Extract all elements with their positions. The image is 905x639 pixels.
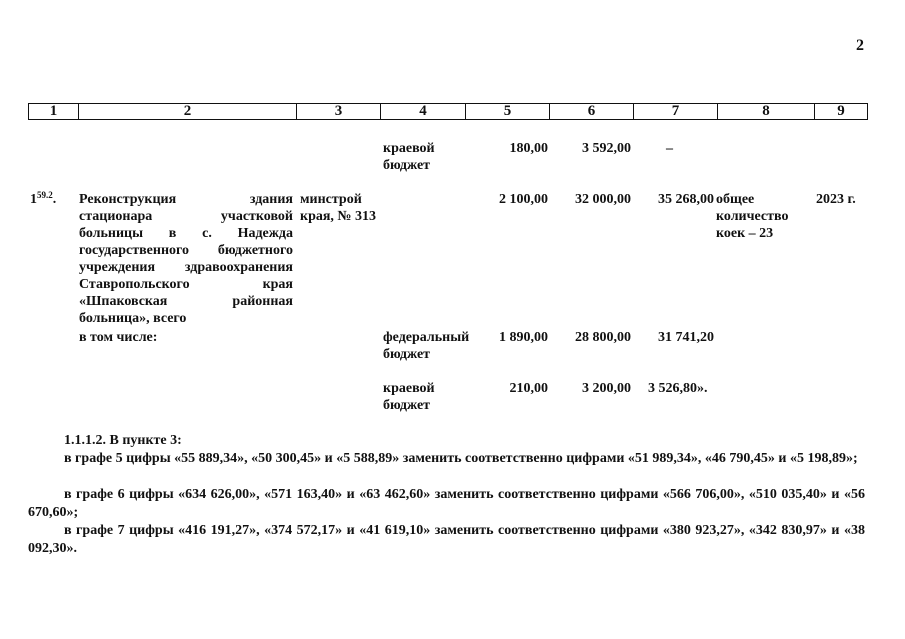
row-column-5: 1 890,00 (499, 330, 548, 345)
column-header-7: 7 (634, 104, 718, 120)
column-header-2: 2 (79, 104, 297, 120)
row-column-6: 3 200,00 (582, 381, 631, 396)
row-column-7: 35 268,00 (658, 192, 714, 207)
row-number-suffix: . (52, 192, 57, 207)
clause-paragraph: в графе 7 цифры «416 191,27», «374 572,17» и «41 619,10» заменить соответственно цифрами «380 923,27», «342 830,97» и «38 092,30». (28, 523, 865, 556)
page-number: 2 (856, 37, 864, 54)
row-indicator: общее количество коек – 23 (716, 192, 789, 241)
clause-heading: 1.1.1.2. В пункте 3: (64, 433, 182, 448)
row-column-7: – (666, 141, 673, 156)
column-header-5: 5 (466, 104, 550, 120)
row-funding-source: краевой бюджет (383, 141, 435, 173)
row-column-5: 180,00 (509, 141, 548, 156)
column-header-8: 8 (718, 104, 815, 120)
row-object-name: в том числе: (79, 330, 158, 345)
clause-paragraph: в графе 6 цифры «634 626,00», «571 163,40» и «63 462,60» заменить соответственно цифрами «566 706,00», «510 035,40» и «56 670,60»; (28, 487, 865, 520)
clause-paragraph: в графе 5 цифры «55 889,34», «50 300,45» и «5 588,89» заменить соответственно цифрами «51 989,34», «46 790,45» и «5 198,89»; (64, 451, 858, 466)
row-number-main: 1 (30, 192, 37, 207)
column-header-6: 6 (550, 104, 634, 120)
column-header-4: 4 (381, 104, 466, 120)
row-executor: минстрой края, № 313 (300, 192, 376, 224)
row-object-name: Реконструкция здания стационара участковой больницы в с. Надежда государственного бюджетного учреждения здравоохранения Ставропольского края «Шпаковская районная больница», всего (79, 192, 293, 326)
row-column-6: 3 592,00 (582, 141, 631, 156)
row-column-6: 28 800,00 (575, 330, 631, 345)
row-funding-source: краевой бюджет (383, 381, 435, 413)
row-funding-source: федеральный бюджет (383, 330, 470, 362)
row-column-6: 32 000,00 (575, 192, 631, 207)
row-column-7: 31 741,20 (658, 330, 714, 345)
row-number (30, 191, 80, 208)
column-header-3: 3 (297, 104, 381, 120)
column-header-1: 1 (29, 104, 79, 120)
column-header-9: 9 (815, 104, 868, 120)
row-number-sup: 59.2 (37, 190, 53, 200)
row-column-5: 2 100,00 (499, 192, 548, 207)
row-year: 2023 г. (816, 192, 856, 207)
row-column-5: 210,00 (509, 381, 548, 396)
row-column-7: 3 526,80». (648, 381, 708, 396)
column-header-table (28, 103, 868, 120)
